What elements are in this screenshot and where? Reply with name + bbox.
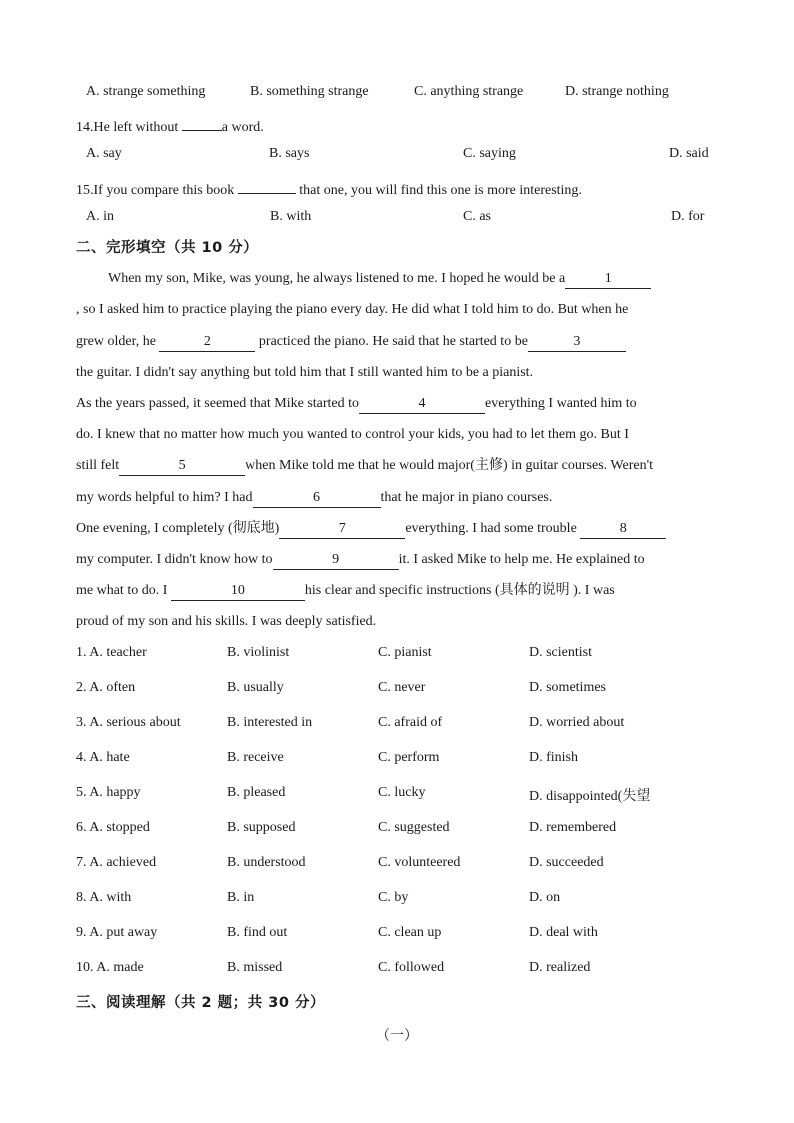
passage-line-6: do. I knew that no matter how much you wanted to control your kids, you had to let them go. But I xyxy=(76,427,629,442)
choice-option: D. realized xyxy=(529,960,591,975)
choice-row xyxy=(76,960,720,980)
choice-option: B. usually xyxy=(227,680,284,695)
q14-blank xyxy=(182,113,222,131)
passage-line-4: the guitar. I didn't say anything but told him that I still wanted him to be a pianist. xyxy=(76,365,534,380)
q15-option-d: D. for xyxy=(671,209,705,224)
choice-option: C. suggested xyxy=(378,820,450,835)
q15-blank xyxy=(238,176,296,194)
choice-option: B. receive xyxy=(227,750,284,765)
q15-stem: 15.If you compare this book that one, you will find this one is more interesting. xyxy=(76,176,720,201)
choice-option: D. scientist xyxy=(529,645,592,660)
choice-option: B. violinist xyxy=(227,645,290,660)
choice-option: 4. A. hate xyxy=(76,750,130,765)
choice-option: D. disappointed(失望 xyxy=(529,789,651,804)
choice-row xyxy=(76,645,720,665)
choice-option: D. finish xyxy=(529,750,578,765)
choice-row xyxy=(76,890,720,910)
choice-option: C. afraid of xyxy=(378,715,443,730)
choice-row xyxy=(76,680,720,700)
q14-stem: 14.He left without a word. xyxy=(76,113,720,138)
passage-blank-2: 2 xyxy=(159,334,255,352)
passage-line-12: proud of my son and his skills. I was deeply satisfied. xyxy=(76,614,377,629)
subsection-label: （一） xyxy=(376,1029,418,1044)
choice-row xyxy=(76,820,720,840)
choice-row xyxy=(76,785,720,805)
choice-option: D. sometimes xyxy=(529,680,606,695)
choice-option: C. lucky xyxy=(378,785,426,800)
choice-option: 7. A. achieved xyxy=(76,855,157,870)
passage-line-11: me what to do. I 10 his clear and specific instructions (具体的说明 ). I was xyxy=(76,581,720,601)
q14-option-c: C. saying xyxy=(463,146,516,161)
passage-blank-9: 9 xyxy=(273,552,399,570)
q14-option-a: A. say xyxy=(86,146,122,161)
choice-option: B. interested in xyxy=(227,715,313,730)
passage-blank-3: 3 xyxy=(528,334,626,352)
passage-blank-7: 7 xyxy=(279,521,405,539)
q13-option-a: A. strange something xyxy=(86,84,206,99)
passage-line-9: One evening, I completely (彻底地) 7 everything. I had some trouble 8 xyxy=(76,519,720,539)
choice-option: 5. A. happy xyxy=(76,785,141,800)
choice-option: 10. A. made xyxy=(76,960,144,975)
passage-blank-4: 4 xyxy=(359,396,485,414)
choice-option: D. remembered xyxy=(529,820,617,835)
passage-line-10: my computer. I didn't know how to 9 it. I asked Mike to help me. He explained to xyxy=(76,550,720,570)
q13-option-b: B. something strange xyxy=(250,84,369,99)
choice-option: C. clean up xyxy=(378,925,442,940)
choice-option: B. missed xyxy=(227,960,283,975)
choice-option: 9. A. put away xyxy=(76,925,158,940)
q14-option-b: B. says xyxy=(269,146,310,161)
choice-option: D. on xyxy=(529,890,561,905)
choice-option: B. in xyxy=(227,890,255,905)
choice-option: 6. A. stopped xyxy=(76,820,150,835)
choice-row xyxy=(76,715,720,735)
choice-option: B. pleased xyxy=(227,785,286,800)
q13-option-d: D. strange nothing xyxy=(565,84,669,99)
passage-blank-8: 8 xyxy=(580,521,666,539)
choice-option: B. find out xyxy=(227,925,288,940)
choice-option: 3. A. serious about xyxy=(76,715,181,730)
choice-option: C. by xyxy=(378,890,409,905)
passage-blank-1: 1 xyxy=(565,271,651,289)
choice-option: C. perform xyxy=(378,750,440,765)
choice-row xyxy=(76,750,720,770)
passage-blank-10: 10 xyxy=(171,583,305,601)
choice-option: C. volunteered xyxy=(378,855,461,870)
section-3-heading: 三、阅读理解（共 2 题；共 30 分） xyxy=(76,995,325,1011)
choice-row xyxy=(76,855,720,875)
choice-option: B. supposed xyxy=(227,820,296,835)
q13-option-c: C. anything strange xyxy=(414,84,524,99)
section-2-heading: 二、完形填空（共 10 分） xyxy=(76,240,259,256)
passage-line-2: , so I asked him to practice playing the piano every day. He did what I told him to do. But when he xyxy=(76,302,629,317)
choice-option: 8. A. with xyxy=(76,890,132,905)
choice-option: D. worried about xyxy=(529,715,625,730)
q15-option-a: A. in xyxy=(86,209,114,224)
choice-option: D. succeeded xyxy=(529,855,604,870)
q15-option-b: B. with xyxy=(270,209,312,224)
passage-line-1: When my son, Mike, was young, he always listened to me. I hoped he would be a 1 xyxy=(108,269,720,289)
choice-option: C. pianist xyxy=(378,645,432,660)
passage-blank-6: 6 xyxy=(253,490,381,508)
q14-option-d: D. said xyxy=(669,146,709,161)
choice-option: D. deal with xyxy=(529,925,598,940)
passage-line-5: As the years passed, it seemed that Mike started to 4 everything I wanted him to xyxy=(76,394,720,414)
choice-option: 2. A. often xyxy=(76,680,136,695)
choice-option: C. never xyxy=(378,680,426,695)
choice-option: C. followed xyxy=(378,960,445,975)
passage-line-8: my words helpful to him? I had 6 that he major in piano courses. xyxy=(76,488,720,508)
choice-row xyxy=(76,925,720,945)
passage-line-7: still felt 5 when Mike told me that he would major(主修) in guitar courses. Weren't xyxy=(76,456,720,476)
q15-option-c: C. as xyxy=(463,209,491,224)
choice-option: 1. A. teacher xyxy=(76,645,147,660)
choice-option: B. understood xyxy=(227,855,306,870)
passage-line-3: grew older, he 2 practiced the piano. He said that he started to be 3 xyxy=(76,332,720,352)
passage-blank-5: 5 xyxy=(119,458,245,476)
